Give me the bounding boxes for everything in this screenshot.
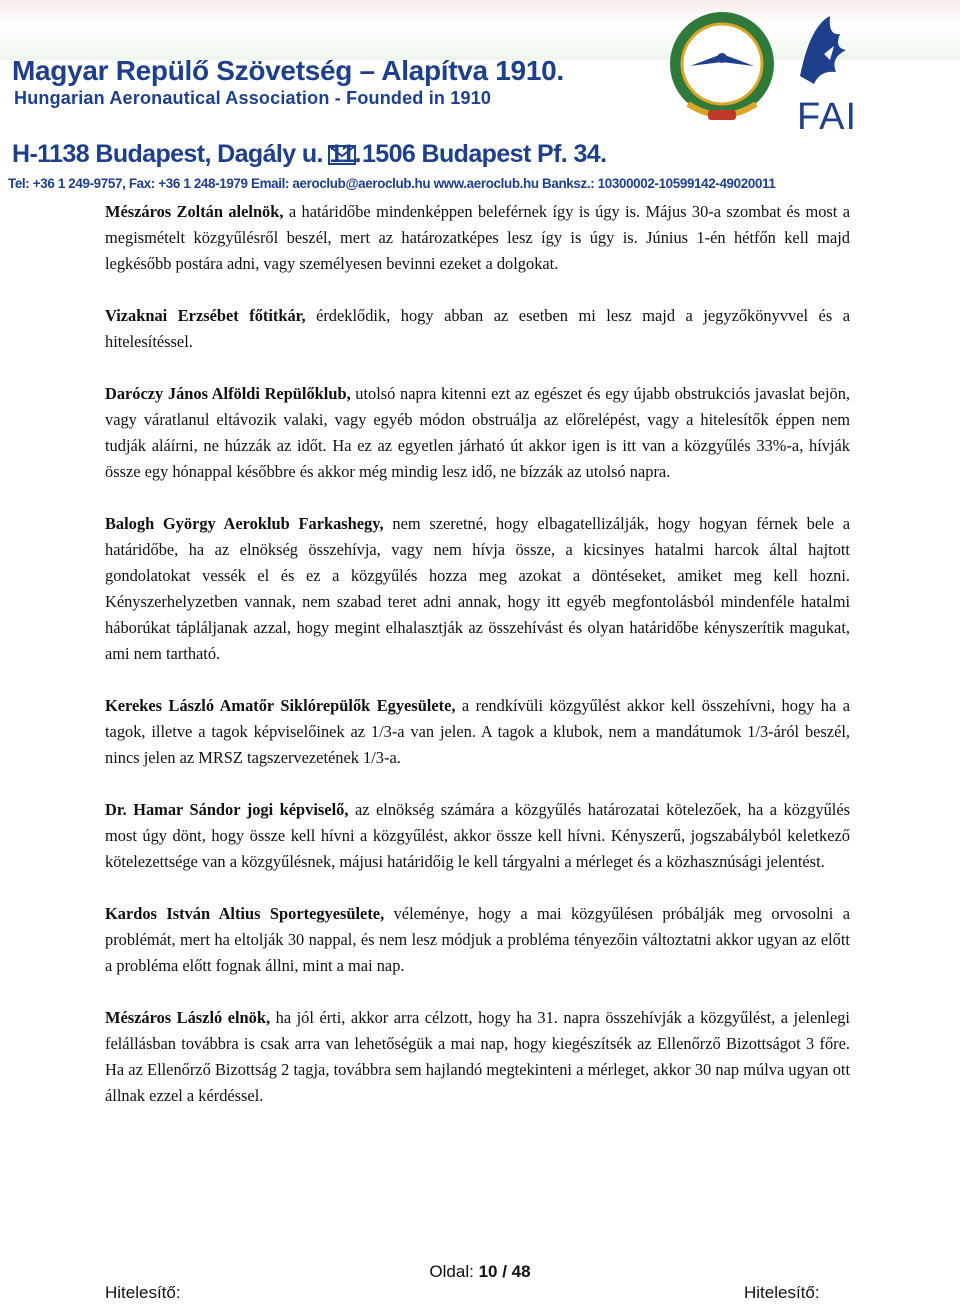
- minutes-body: [105, 199, 850, 1135]
- speaker-name: Dr. Hamar Sándor jogi képviselő,: [105, 800, 349, 819]
- speaker-name: Vizaknai Erzsébet főtitkár,: [105, 306, 306, 325]
- association-emblem-icon: [668, 6, 776, 126]
- speaker-name: Balogh György Aeroklub Farkashegy,: [105, 514, 384, 533]
- paragraph-text: a határidőbe mindenképpen beleférnek így is úgy is. Május 30-a szombat és most a megismételt közgyűlésről beszél, mert az határozatképes lesz így is úgy is. Június 1-én hétfőn kell majd legkésőbb postára adni, vagy személyesen bevinni ezeket a dolgokat.: [105, 202, 850, 273]
- certifier-right-label: Hitelesítő:: [744, 1283, 820, 1302]
- letterhead: [0, 0, 960, 196]
- paragraph: [105, 303, 850, 355]
- page-label: Oldal:: [429, 1262, 479, 1281]
- speaker-name: Daróczy János Alföldi Repülőklub,: [105, 384, 351, 403]
- page-separator: /: [497, 1262, 512, 1281]
- speaker-name: Mészáros Zoltán alelnök,: [105, 202, 284, 221]
- page-number: [0, 1262, 960, 1282]
- org-name-english: Hungarian Aeronautical Association - Founded in 1910: [14, 88, 492, 108]
- paragraph-text: érdeklődik, hogy abban az esetben mi lesz majd a jegyzőkönyvvel és a hitelesítéssel.: [105, 306, 851, 351]
- paragraph-text: az elnökség számára a közgyűlés határozatai kötelezőek, ha a közgyűlés most úgy dönt, hogy össze kell hívni a közgyűlést, akkor össze kell hívni. Kényszerű, jogszabályból keletkező kötelezettsége van a közgyűlésnek, májusi határidőig le kell tárgyalni a mérleget és a közhasznúsági jelentést.: [105, 800, 850, 871]
- contact-line: Tel: +36 1 249-9757, Fax: +36 1 248-1979 Email: aeroclub@aeroclub.hu www.aeroclub.hu Banksz.: 10300002-10599142-49020011: [8, 176, 776, 191]
- org-name: Magyar Repülő Szövetség – Alapítva 1910.: [12, 55, 564, 86]
- paragraph-text: a rendkívüli közgyűlést akkor kell összehívni, hogy ha a tagok, illetve a tagok képviselőinek az 1/3-a van jelen. A tagok a klubok, nem a mandátumok 1/3-áról beszél, nincs jelen az MRSZ tagszervezetének 1/3-a.: [105, 696, 850, 767]
- paragraph: [105, 1005, 850, 1109]
- paragraph-text: ha jól érti, akkor arra célzott, hogy ha 31. napra összehívják a közgyűlést, a jelenlegi felállásban továbbra is csak arra van lehetőségük a mai nap, hogy kiegészítsék az Ellenőrző Bizottságot 3 főre. Ha az Ellenőrző Bizottság 2 tagja, továbbra sem hajlandó megtekinteni a mérleget, akkor 30 nap múlva ugyan ott állnak ezzel a kérdéssel.: [105, 1008, 850, 1105]
- envelope-icon: [328, 145, 356, 165]
- paragraph: [105, 199, 850, 277]
- street-address: H-1138 Budapest, Dagály u. 11.: [12, 140, 361, 168]
- paragraph: [105, 511, 850, 667]
- paragraph-text: véleménye, hogy a mai közgyűlésen próbálják meg orvosolni a problémát, mert ha eltolják 30 nappal, és nem lesz módjuk a probléma tényezőin változtatni akkor ugyan az előtt a probléma előtt fognak állni, mint a mai nap.: [105, 904, 851, 975]
- paragraph: [105, 901, 850, 979]
- paragraph: [105, 693, 850, 771]
- speaker-name: Mészáros László elnök,: [105, 1008, 271, 1027]
- paragraph: [105, 797, 850, 875]
- certifier-left-label: Hitelesítő:: [105, 1283, 181, 1302]
- paragraph: [105, 381, 850, 485]
- fai-label: FAI: [796, 96, 858, 138]
- speaker-name: Kardos István Altius Sportegyesülete,: [105, 904, 385, 923]
- paragraph-text: utolsó napra kitenni ezt az egészet és egy újabb obstrukciós javaslat bejön, vagy váratlanul eltávozik valaki, vagy egyéb módon obstruálja az előrelépést, vagy a hitelesítők éppen nem tudják aláírni, ne húzzák az időt. Ha ez az egyetlen járható út akkor igen is itt van a közgyűlés 33%-a, hívják össze egy hónappal későbbre és akkor még mindig lesz idő, ne bízzák az utolsó napra.: [105, 384, 850, 481]
- speaker-name: Kerekes László Amatőr Siklórepülők Egyesülete,: [105, 696, 456, 715]
- page-total: 48: [511, 1262, 531, 1281]
- paragraph-text: nem szeretné, hogy elbagatellizálják, hogy hogyan férnek bele a határidőbe, ha az elnökség összehívja, vagy nem hívja össze, a kicsinyes hatalmi harcok által hajtott gondolatokat vessék el és ez a közgyűlés hozza meg azokat a döntéseket, amiket meg kell hozni. Kényszerhelyzetben vannak, nem szabad teret adni annak, hogy itt egyéb megfontolásból mindenféle hatalmi háborúkat tápláljanak azzal, hogy megint elhalasztják az összehívást és olyan határidőbe kényszerítik magukat, ami nem tartható.: [105, 514, 850, 663]
- postbox-address: 1506 Budapest Pf. 34.: [362, 140, 607, 168]
- page-current: 10: [478, 1262, 498, 1281]
